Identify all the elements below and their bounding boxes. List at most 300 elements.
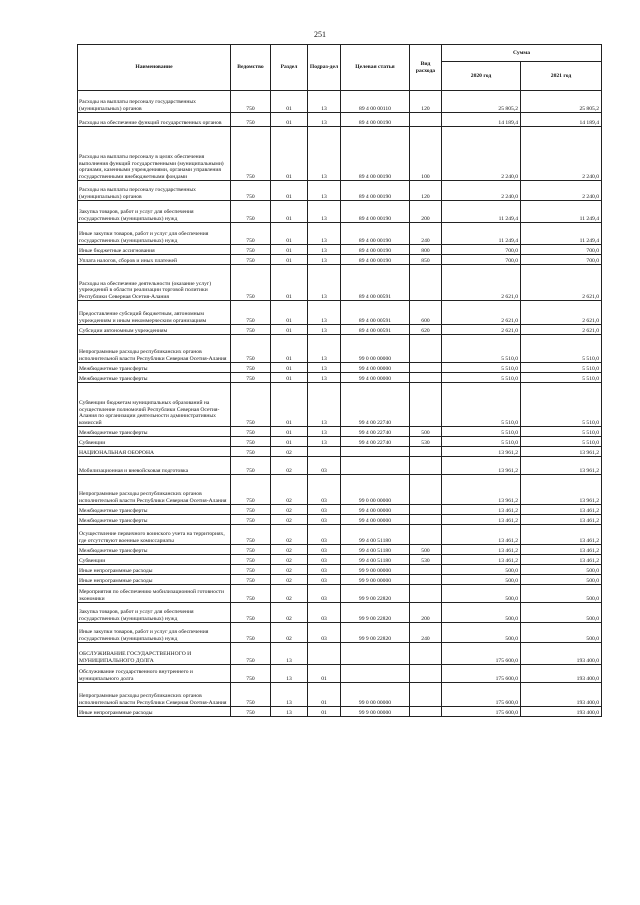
row-name: Иные непрограммные расходы (78, 565, 231, 575)
row-name: Иные закупки товаров, работ и услуг для обеспечения государственных (муниципальных) нужд (78, 623, 231, 643)
table-row (78, 545, 602, 555)
table-row (78, 475, 602, 505)
row-2020: 11 249,4 (442, 223, 521, 245)
row-name: Субвенции (78, 437, 231, 447)
row-dept: 750 (231, 707, 271, 717)
row-2020: 14 189,4 (442, 113, 521, 127)
row-target: 89 4 00 00591 (341, 325, 410, 335)
row-target (341, 457, 410, 475)
row-target: 89 4 00 00190 (341, 245, 410, 255)
row-2020: 13 461,2 (442, 515, 521, 525)
header-sum: Сумма (442, 45, 602, 62)
row-dept: 750 (231, 437, 271, 447)
row-dept: 750 (231, 603, 271, 623)
row-dept: 750 (231, 335, 271, 363)
row-section: 01 (271, 91, 308, 113)
row-subsection: 01 (308, 665, 341, 683)
row-subsection: 13 (308, 223, 341, 245)
table-row (78, 707, 602, 717)
row-exp-type (410, 707, 442, 717)
budget-table (77, 44, 602, 717)
table-row (78, 265, 602, 301)
row-section: 02 (271, 475, 308, 505)
row-exp-type (410, 683, 442, 707)
row-name: Расходы на выплаты персоналу в целях обеспечения выполнения функций государственными (муниципальными) органами, казенными учреждениями, органами управления государственными внебюджетными фондами (78, 127, 231, 181)
table-row (78, 525, 602, 545)
table-row (78, 363, 602, 373)
row-section: 02 (271, 505, 308, 515)
row-name: Субвенции бюджетам муниципальных образований на осуществление полномочий Республики Северная Осетия-Алания по организации деятельности административных комиссий (78, 383, 231, 427)
row-dept: 750 (231, 91, 271, 113)
row-target: 99 4 00 51180 (341, 545, 410, 555)
table-row (78, 427, 602, 437)
row-dept: 750 (231, 643, 271, 665)
row-target: 89 4 00 00190 (341, 255, 410, 265)
row-2020: 500,0 (442, 565, 521, 575)
row-2021: 700,0 (521, 255, 602, 265)
row-2021: 13 461,2 (521, 505, 602, 515)
row-section: 13 (271, 683, 308, 707)
row-name: Уплата налогов, сборов и иных платежей (78, 255, 231, 265)
row-dept: 750 (231, 223, 271, 245)
table-row (78, 603, 602, 623)
row-dept: 750 (231, 447, 271, 457)
row-name: Межбюджетные трансферты (78, 427, 231, 437)
row-2021: 5 510,0 (521, 437, 602, 447)
row-2021: 500,0 (521, 585, 602, 603)
row-exp-type (410, 585, 442, 603)
row-2021: 5 510,0 (521, 383, 602, 427)
row-exp-type: 800 (410, 245, 442, 255)
row-dept: 750 (231, 457, 271, 475)
row-exp-type (410, 113, 442, 127)
row-name: Осуществление первичного воинского учета на территориях, где отсутствуют военные комиссариаты (78, 525, 231, 545)
row-exp-type: 200 (410, 603, 442, 623)
row-exp-type: 500 (410, 545, 442, 555)
row-2021: 193 400,0 (521, 707, 602, 717)
row-section: 02 (271, 525, 308, 545)
row-section: 01 (271, 427, 308, 437)
row-2020: 500,0 (442, 603, 521, 623)
row-name: Расходы на обеспечение деятельности (оказание услуг) учреждений в области реализации торговой политики Республики Северная Осетия-Алания (78, 265, 231, 301)
row-exp-type: 500 (410, 427, 442, 437)
row-section: 02 (271, 545, 308, 555)
row-2021: 25 805,2 (521, 91, 602, 113)
row-section: 02 (271, 515, 308, 525)
row-section: 01 (271, 255, 308, 265)
row-section: 01 (271, 127, 308, 181)
row-target: 89 4 00 00190 (341, 113, 410, 127)
row-2021: 2 621,0 (521, 301, 602, 325)
row-2021: 11 249,4 (521, 201, 602, 223)
row-2020: 5 510,0 (442, 335, 521, 363)
table-row (78, 665, 602, 683)
row-subsection: 01 (308, 683, 341, 707)
row-2020: 700,0 (442, 245, 521, 255)
row-target: 99 9 00 00000 (341, 575, 410, 585)
header-exp-type: Вид расхода (410, 45, 442, 91)
row-name: Непрограммные расходы республиканских органов исполнительной власти Республики Северная Осетия-Алания (78, 475, 231, 505)
row-dept: 750 (231, 525, 271, 545)
row-2021: 193 400,0 (521, 683, 602, 707)
row-subsection: 13 (308, 245, 341, 255)
row-exp-type (410, 363, 442, 373)
table-row (78, 383, 602, 427)
row-2021: 5 510,0 (521, 335, 602, 363)
row-dept: 750 (231, 383, 271, 427)
row-2021: 13 461,2 (521, 545, 602, 555)
row-2020: 500,0 (442, 575, 521, 585)
row-exp-type (410, 373, 442, 383)
row-dept: 750 (231, 427, 271, 437)
table-row (78, 505, 602, 515)
row-2021: 700,0 (521, 245, 602, 255)
row-dept: 750 (231, 113, 271, 127)
row-2020: 2 621,0 (442, 301, 521, 325)
row-section: 02 (271, 623, 308, 643)
header-target: Целевая статья (341, 45, 410, 91)
row-target: 89 4 00 00110 (341, 91, 410, 113)
row-subsection: 13 (308, 255, 341, 265)
row-subsection: 13 (308, 113, 341, 127)
table-row (78, 245, 602, 255)
row-target: 99 9 00 22820 (341, 585, 410, 603)
row-2020: 500,0 (442, 585, 521, 603)
row-exp-type (410, 265, 442, 301)
row-2021: 500,0 (521, 623, 602, 643)
row-dept: 750 (231, 665, 271, 683)
row-2020: 13 461,2 (442, 505, 521, 515)
row-dept: 750 (231, 373, 271, 383)
row-2020: 13 961,2 (442, 447, 521, 457)
row-2021: 2 240,0 (521, 181, 602, 201)
row-target (341, 665, 410, 683)
row-section: 01 (271, 437, 308, 447)
row-name: Межбюджетные трансферты (78, 545, 231, 555)
row-section: 02 (271, 585, 308, 603)
row-target: 89 4 00 00190 (341, 127, 410, 181)
row-2021: 13 961,2 (521, 475, 602, 505)
row-exp-type (410, 575, 442, 585)
row-dept: 750 (231, 325, 271, 335)
row-exp-type (410, 525, 442, 545)
row-subsection: 01 (308, 707, 341, 717)
row-name: Расходы на выплаты персоналу государственных (муниципальных) органов (78, 181, 231, 201)
row-dept: 750 (231, 565, 271, 575)
row-2020: 175 600,0 (442, 643, 521, 665)
row-2021: 2 240,0 (521, 127, 602, 181)
row-2020: 13 961,2 (442, 457, 521, 475)
row-dept: 750 (231, 683, 271, 707)
row-section: 01 (271, 325, 308, 335)
row-target: 89 4 00 00591 (341, 265, 410, 301)
table-row (78, 127, 602, 181)
row-section: 02 (271, 565, 308, 575)
row-target: 89 4 00 00190 (341, 223, 410, 245)
table-row (78, 575, 602, 585)
table-row (78, 623, 602, 643)
row-name: Иные непрограммные расходы (78, 575, 231, 585)
row-section: 02 (271, 555, 308, 565)
row-dept: 750 (231, 255, 271, 265)
row-target: 99 0 00 00000 (341, 335, 410, 363)
row-section: 01 (271, 181, 308, 201)
row-target: 99 4 00 22740 (341, 427, 410, 437)
row-name: Предоставление субсидий бюджетным, автономным учреждениям и иным некоммерческим организациям (78, 301, 231, 325)
row-2020: 13 961,2 (442, 475, 521, 505)
row-2020: 5 510,0 (442, 373, 521, 383)
row-name: Закупка товаров, работ и услуг для обеспечения государственных (муниципальных) нужд (78, 603, 231, 623)
row-2020: 5 510,0 (442, 363, 521, 373)
row-dept: 750 (231, 201, 271, 223)
row-2020: 175 600,0 (442, 683, 521, 707)
table-row (78, 457, 602, 475)
row-target: 89 4 00 00190 (341, 201, 410, 223)
row-2021: 500,0 (521, 603, 602, 623)
row-exp-type (410, 335, 442, 363)
table-row (78, 565, 602, 575)
row-name: Мероприятия по обеспечению мобилизационной готовности экономики (78, 585, 231, 603)
row-section: 02 (271, 447, 308, 457)
table-row (78, 437, 602, 447)
table-row (78, 255, 602, 265)
row-2021: 11 249,4 (521, 223, 602, 245)
table-row (78, 301, 602, 325)
row-subsection: 13 (308, 363, 341, 373)
row-name: Иные закупки товаров, работ и услуг для обеспечения государственных (муниципальных) нужд (78, 223, 231, 245)
table-row (78, 325, 602, 335)
table-row (78, 91, 602, 113)
row-exp-type: 200 (410, 201, 442, 223)
row-exp-type: 530 (410, 555, 442, 565)
row-exp-type: 620 (410, 325, 442, 335)
table-row (78, 683, 602, 707)
header-2020: 2020 год (442, 62, 521, 91)
row-subsection (308, 447, 341, 457)
row-section: 01 (271, 335, 308, 363)
row-subsection: 03 (308, 457, 341, 475)
row-section: 01 (271, 373, 308, 383)
row-2021: 14 189,4 (521, 113, 602, 127)
row-dept: 750 (231, 127, 271, 181)
row-subsection: 13 (308, 427, 341, 437)
row-dept: 750 (231, 505, 271, 515)
row-exp-type: 240 (410, 623, 442, 643)
row-2020: 25 805,2 (442, 91, 521, 113)
row-subsection: 03 (308, 505, 341, 515)
row-section: 02 (271, 603, 308, 623)
row-2021: 13 961,2 (521, 447, 602, 457)
row-2021: 193 400,0 (521, 665, 602, 683)
header-name: Наименование (78, 45, 231, 91)
row-dept: 750 (231, 575, 271, 585)
page-number: 251 (314, 30, 326, 39)
row-name: Иные непрограммные расходы (78, 707, 231, 717)
row-subsection: 03 (308, 603, 341, 623)
row-name: Межбюджетные трансферты (78, 505, 231, 515)
row-section: 13 (271, 643, 308, 665)
row-exp-type (410, 457, 442, 475)
header-dept: Ведомство (231, 45, 271, 91)
row-section: 01 (271, 113, 308, 127)
row-target: 99 9 00 22820 (341, 603, 410, 623)
table-row (78, 447, 602, 457)
row-name: Межбюджетные трансферты (78, 515, 231, 525)
row-2021: 500,0 (521, 575, 602, 585)
row-2020: 13 461,2 (442, 525, 521, 545)
row-dept: 750 (231, 515, 271, 525)
header-section: Раздел (271, 45, 308, 91)
row-section: 13 (271, 665, 308, 683)
row-section: 01 (271, 223, 308, 245)
row-2021: 5 510,0 (521, 427, 602, 437)
row-name: Межбюджетные трансферты (78, 373, 231, 383)
row-2020: 500,0 (442, 623, 521, 643)
row-name: ОБСЛУЖИВАНИЕ ГОСУДАРСТВЕННОГО И МУНИЦИПАЛЬНОГО ДОЛГА (78, 643, 231, 665)
table-row (78, 181, 602, 201)
row-target: 89 4 00 00591 (341, 301, 410, 325)
row-dept: 750 (231, 245, 271, 255)
row-subsection: 03 (308, 575, 341, 585)
row-2020: 5 510,0 (442, 383, 521, 427)
row-section: 01 (271, 363, 308, 373)
header-2021: 2021 год (521, 62, 602, 91)
row-2020: 5 510,0 (442, 437, 521, 447)
row-name: Субсидии автономным учреждениям (78, 325, 231, 335)
row-name: Расходы на выплаты персоналу государственных (муниципальных) органов (78, 91, 231, 113)
row-2021: 193 400,0 (521, 643, 602, 665)
row-dept: 750 (231, 585, 271, 603)
table-row (78, 335, 602, 363)
row-2020: 175 600,0 (442, 707, 521, 717)
row-name: Непрограммные расходы республиканских органов исполнительной власти Республики Северная Осетия-Алания (78, 335, 231, 363)
row-exp-type: 530 (410, 437, 442, 447)
row-target: 99 4 00 00000 (341, 505, 410, 515)
row-section: 02 (271, 575, 308, 585)
row-section: 13 (271, 707, 308, 717)
row-2020: 2 240,0 (442, 181, 521, 201)
row-subsection: 13 (308, 91, 341, 113)
row-name: Субвенции (78, 555, 231, 565)
row-name: Обслуживание государственного внутреннего и муниципального долга (78, 665, 231, 683)
row-target: 89 4 00 00190 (341, 181, 410, 201)
row-subsection: 03 (308, 555, 341, 565)
row-subsection: 03 (308, 623, 341, 643)
row-name: Закупка товаров, работ и услуг для обеспечения государственных (муниципальных) нужд (78, 201, 231, 223)
row-exp-type (410, 447, 442, 457)
row-target: 99 4 00 00000 (341, 363, 410, 373)
row-exp-type: 100 (410, 127, 442, 181)
row-2020: 175 600,0 (442, 665, 521, 683)
row-target: 99 4 00 51180 (341, 555, 410, 565)
row-subsection: 13 (308, 325, 341, 335)
row-dept: 750 (231, 265, 271, 301)
row-exp-type: 120 (410, 91, 442, 113)
row-section: 02 (271, 457, 308, 475)
row-target: 99 0 00 00000 (341, 683, 410, 707)
row-2021: 2 621,0 (521, 325, 602, 335)
row-name: Непрограммные расходы республиканских органов исполнительной власти Республики Северная Осетия-Алания (78, 683, 231, 707)
row-exp-type (410, 515, 442, 525)
row-exp-type (410, 643, 442, 665)
row-dept: 750 (231, 623, 271, 643)
row-section: 01 (271, 301, 308, 325)
row-subsection: 13 (308, 265, 341, 301)
row-exp-type (410, 383, 442, 427)
row-section: 01 (271, 245, 308, 255)
row-target: 99 9 00 00000 (341, 565, 410, 575)
row-section: 01 (271, 201, 308, 223)
row-name: Межбюджетные трансферты (78, 363, 231, 373)
row-2020: 13 461,2 (442, 555, 521, 565)
row-subsection: 03 (308, 565, 341, 575)
table-row (78, 113, 602, 127)
row-subsection: 13 (308, 383, 341, 427)
row-name: Мобилизационная и вневойсковая подготовка (78, 457, 231, 475)
row-exp-type: 600 (410, 301, 442, 325)
row-subsection (308, 643, 341, 665)
row-2020: 2 621,0 (442, 265, 521, 301)
row-name: Расходы на обеспечение функций государственных органов (78, 113, 231, 127)
row-exp-type: 850 (410, 255, 442, 265)
row-2020: 2 240,0 (442, 127, 521, 181)
row-2021: 5 510,0 (521, 373, 602, 383)
row-dept: 750 (231, 181, 271, 201)
row-subsection: 13 (308, 127, 341, 181)
row-2021: 13 961,2 (521, 457, 602, 475)
row-target (341, 643, 410, 665)
row-subsection: 03 (308, 585, 341, 603)
row-subsection: 03 (308, 475, 341, 505)
row-dept: 750 (231, 475, 271, 505)
row-2020: 11 249,4 (442, 201, 521, 223)
row-exp-type (410, 505, 442, 515)
row-target (341, 447, 410, 457)
row-subsection: 13 (308, 373, 341, 383)
row-dept: 750 (231, 545, 271, 555)
row-2020: 5 510,0 (442, 427, 521, 437)
row-2020: 2 621,0 (442, 325, 521, 335)
row-subsection: 13 (308, 437, 341, 447)
table-row (78, 643, 602, 665)
row-target: 99 4 00 00000 (341, 373, 410, 383)
row-section: 01 (271, 383, 308, 427)
row-subsection: 03 (308, 545, 341, 555)
row-exp-type (410, 665, 442, 683)
row-2021: 500,0 (521, 565, 602, 575)
row-subsection: 13 (308, 335, 341, 363)
table-row (78, 373, 602, 383)
row-exp-type: 240 (410, 223, 442, 245)
row-2021: 13 461,2 (521, 525, 602, 545)
row-section: 01 (271, 265, 308, 301)
table-row (78, 585, 602, 603)
row-2020: 700,0 (442, 255, 521, 265)
table-row (78, 223, 602, 245)
row-2020: 13 461,2 (442, 545, 521, 555)
row-subsection: 13 (308, 201, 341, 223)
row-2021: 5 510,0 (521, 363, 602, 373)
row-name: НАЦИОНАЛЬНАЯ ОБОРОНА (78, 447, 231, 457)
row-2021: 2 621,0 (521, 265, 602, 301)
row-subsection: 13 (308, 301, 341, 325)
row-exp-type (410, 565, 442, 575)
table-body (78, 91, 602, 717)
row-target: 99 4 00 51180 (341, 525, 410, 545)
row-target: 99 9 00 22820 (341, 623, 410, 643)
header-subsection: Подраз-дел (308, 45, 341, 91)
row-dept: 750 (231, 555, 271, 565)
